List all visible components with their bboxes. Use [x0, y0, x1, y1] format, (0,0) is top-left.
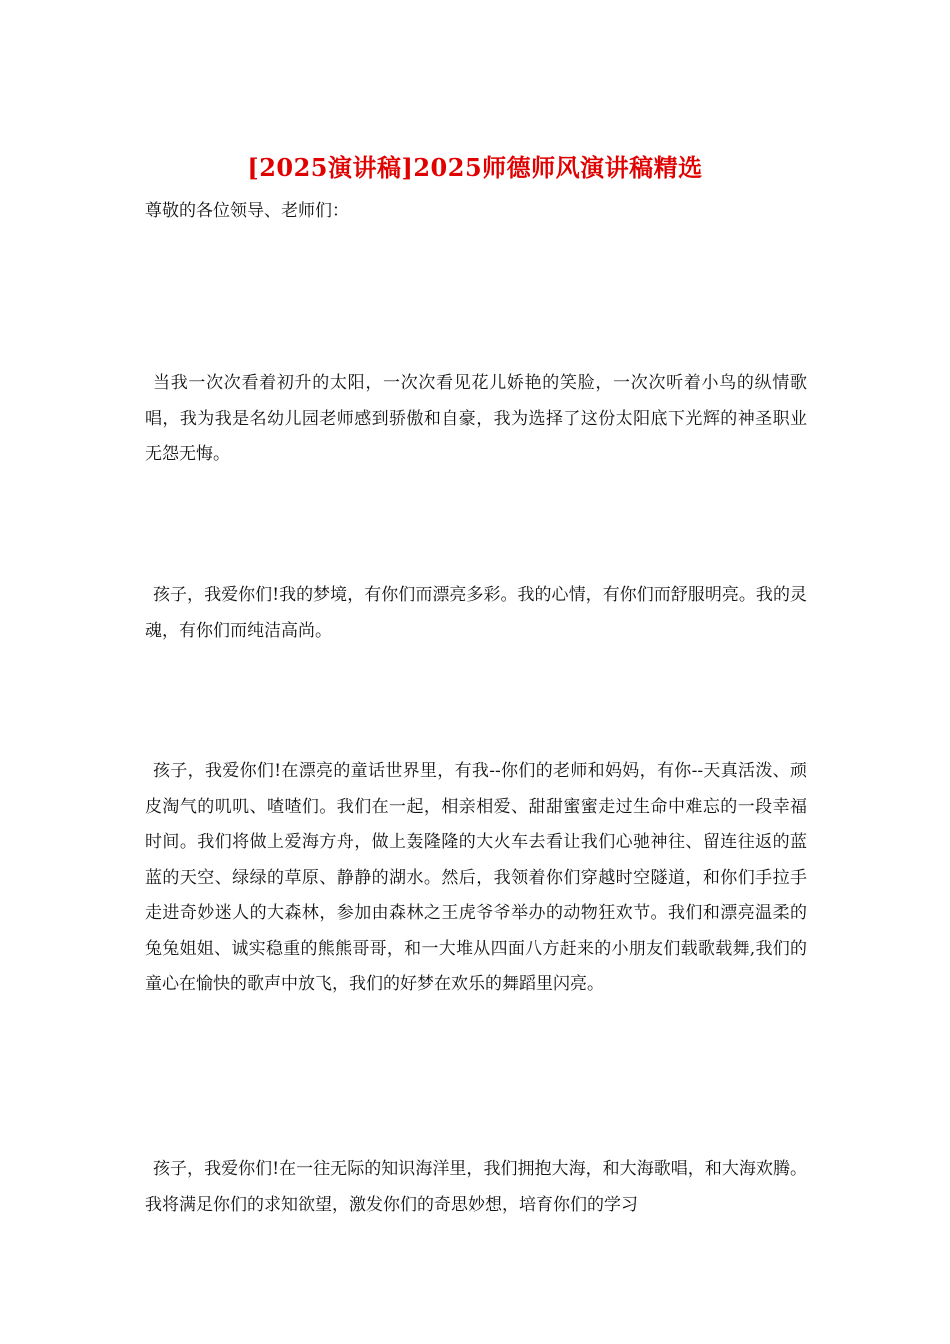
paragraph: 当我一次次看着初升的太阳，一次次看见花儿娇艳的笑脸，一次次听着小鸟的纵情歌唱，我为我是名幼儿园老师感到骄傲和自豪，我为选择了这份太阳底下光辉的神圣职业无怨无悔。 — [145, 373, 807, 464]
paragraph: 孩子，我爱你们!在一往无际的知识海洋里，我们拥抱大海，和大海歌唱，和大海欢腾。我将满足你们的求知欲望，激发你们的奇思妙想，培育你们的学习 — [145, 1159, 807, 1215]
paragraph: 孩子，我爱你们!在漂亮的童话世界里，有我--你们的老师和妈妈，有你--天真活泼、顽皮淘气的叽叽、喳喳们。我们在一起，相亲相爱、甜甜蜜蜜走过生命中难忘的一段幸福时间。我们将做上爱海方舟，做上轰隆隆的大火车去看让我们心驰神往、留连往返的蓝蓝的天空、绿绿的草原、静静的湖水。然后，我领着你们穿越时空隧道，和你们手拉手走进奇妙迷人的大森林，参加由森林之王虎爷爷举办的动物狂欢节。我们和漂亮温柔的兔兔姐姐、诚实稳重的熊熊哥哥，和一大堆从四面八方赶来的小朋友们载歌载舞,我们的童心在愉快的歌声中放飞，我们的好梦在欢乐的舞蹈里闪亮。 — [145, 761, 807, 994]
document-title: [2025演讲稿]2025师德师风演讲稿精选 — [247, 153, 703, 182]
salutation: 尊敬的各位领导、老师们： — [145, 201, 349, 221]
paragraph: 孩子，我爱你们!我的梦境，有你们而漂亮多彩。我的心情，有你们而舒服明亮。我的灵魂，有你们而纯洁高尚。 — [145, 585, 807, 641]
